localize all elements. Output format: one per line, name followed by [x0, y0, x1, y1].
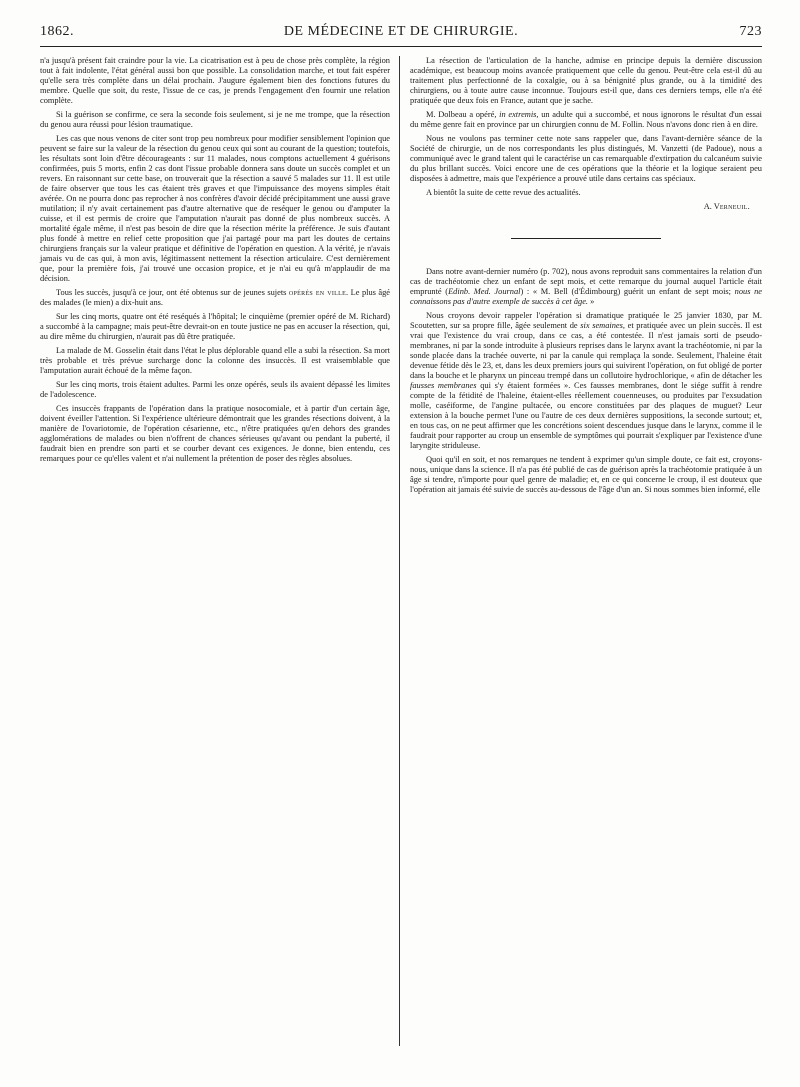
paragraph [410, 311, 762, 451]
header-rule [40, 46, 762, 47]
italic-text: in extremis [499, 110, 537, 119]
italic-text: nous ne connaissons pas d'autre exemple de succès à cet âge. [410, 287, 762, 306]
section-separator [511, 238, 661, 239]
italic-text: six semaines [580, 321, 623, 330]
author-signature [410, 202, 762, 212]
paragraph: A bientôt la suite de cette revue des actualités. [426, 188, 581, 197]
text-run: Nous croyons devoir rappeler l'opération si dramatique pratiquée le 25 janvier 1830, par M. Scoutetten, sur sa propre fille, âgée seulement de [410, 311, 762, 330]
paragraph: Les cas que nous venons de citer sont trop peu nombreux pour modifier sensiblement l'opinion que peuvent se faire sur la valeur de la résection du genou ceux qui sont au courant de la question; toutefois, les résultats sont loin d'être décourageants : sur 11 malades, nous comptons actuellement 4 guérisons confirmées, puis 5 morts, enfin 2 cas dont l'issue probable donnera sans doute un succès complet et un revers. En raisonnant sur cette base, on trouverait que la résection a sauvé 5 malades sur 11. Il est utile de faire observer que tous les cas étaient très graves et que l'impuissance des moyens simples était avérée. On ne pourra donc pas reprocher à nos confrères d'avoir décidé précipitamment une aussi grave mutilation; il n'y avait certainement pas d'autre alternative que de reséquer le genou ou d'amputer la cuisse, et il est permis de croire que l'amputation n'aurait pas donné de plus nombreux succès. A mortalité égale même, il n'est pas besoin de dire que la résection mérite la préférence. Je suis d'autant plus fondé à mettre en relief cette proposition que j'ai partagé pour ma part les doutes de certains chirurgiens français sur la valeur pratique et définitive de l'opération en question. A la vérité, je n'avais jamais vu de cas qui, à mon avis, légitimassent nettement la résection articulaire. C'est dernièrement que, pour la première fois, j'ai trouvé une occasion propice, et je n'ai eu qu'à m'applaudir de ma décision. [40, 134, 390, 283]
paragraph: n'a jusqu'à présent fait craindre pour la vie. La cicatrisation est à peu de chose près complète, la région tout à fait indolente, l'état général aussi bon que possible. La consolidation marche, et tout fait espérer qu'elle sera très complète dans un délai prochain. J'augure également bien des fonctions futures du membre. Quelle que soit, du reste, l'issue de ce cas, je prends l'engagement d'en fournir une relation complète. [40, 56, 390, 105]
text-run: » [588, 297, 595, 306]
paragraph: Ces insuccès frappants de l'opération dans la pratique nosocomiale, et à partir d'un certain âge, doivent éveiller l'attention. Si l'expérience ultérieure démontrait que les grandes résections doivent, à la manière de l'ovariotomie, de l'opération césarienne, etc., n'être pratiquées qu'en dehors des grandes agglomérations de malades ou bien n'offrent de chances sérieuses qu'avant ou pendant la puberté, il faudrait bien en prendre son parti et se courber devant ces exigences. Je donne, bien entendu, ces remarques pour ce qu'elles valent et n'ai nullement la prétention de poser des règles absolues. [40, 404, 390, 463]
small-caps-text: opérés en ville [288, 288, 347, 297]
paragraph [410, 110, 762, 130]
right-column [410, 56, 762, 1087]
text-run: Dans notre avant-dernier numéro (p. 702), nous avons reproduit sans commentaires la relation d'un cas de trachéotomie chez un enfant de sept mois, et cette remarque du journal auquel l'article était emprunté ( [410, 267, 762, 296]
page-number: 723 [739, 24, 762, 39]
paragraph [40, 288, 390, 308]
running-title: DE MÉDECINE ET DE CHIRURGIE. [283, 24, 519, 39]
text-run: M. Dolbeau a opéré, [426, 110, 500, 119]
paragraph: Quoi qu'il en soit, et nos remarques ne tendent à exprimer qu'un simple doute, ce fait est, croyons-nous, unique dans la science. Il n'a pas été publié de cas de guérison après la trachéotomie pratiquée à un âge si tendre, n'importe pour quel genre de maladie; et, en ce qui concerne le croup, il est douteux que l'opération ait jamais été suivie de succès au-dessous de l'âge d'un an. Si nous sommes bien informé, elle [410, 455, 762, 494]
signature-initial: A. V [703, 202, 720, 211]
header-year: 1862. [40, 24, 74, 39]
column-divider [399, 56, 400, 1046]
paragraph: Sur les cinq morts, trois étaient adultes. Parmi les onze opérés, seuls ils avaient dépassé les limites de l'adolescence. [40, 380, 390, 399]
paragraph: Sur les cinq morts, quatre ont été reséqués à l'hôpital; le cinquième (premier opéré de M. Richard) a succombé à la campagne; mais peut-être devrait-on en toute justice ne pas en accuser la résection, qui, au dire même du chirurgien, n'aurait pas dû être pratiquée. [40, 312, 390, 341]
text-run: , un adulte qui a succombé, et nous ignorons le résultat d'un essai du même genre fait en province par un chirurgien connu de M. Follin. Nous n'avons donc rien à en dire. [410, 110, 762, 129]
paragraph: La résection de l'articulation de la hanche, admise en principe depuis la dernière discussion académique, est beaucoup moins avancée pratiquement que celle du genou. Peut-être cela est-il dû au traitement plus perfectionné de la coxalgie, ou à sa bénignité plus grande, ou à la timidité des chirurgiens, ou à toute autre cause inconnue. Toujours est-il que, dans ces derniers temps, elle n'a été pratiquée que deux fois en France, autant que je sache. [410, 56, 762, 105]
paragraph: Si la guérison se confirme, ce sera la seconde fois seulement, si je ne me trompe, que la résection du genou aura réussi pour lésion traumatique. [40, 110, 390, 129]
paragraph [410, 267, 762, 307]
page-header [40, 24, 762, 46]
text-run: , et pratiquée avec un plein succès. Il est vrai que l'existence du vrai croup, dans ce cas, a été contestée. Il n'est jamais sorti de pseudo-membranes, ni par la sonde introduite à plusieurs reprises dans le larynx avant la trachéotomie, ni par la sonde placée dans la trachée ouverte, ni par la canule qui remplaça la sonde. Seulement, l'haleine était devenue fétide dès le 23, et, dans les deux premiers jours qui suivirent l'opération, on fut obligé de porter dans la bouche et le pharynx un pinceau trempé dans un collutoire hydrochlorique, « afin de détacher les [410, 321, 762, 380]
italic-text: Edinb. Med. Journal [448, 287, 521, 296]
text-run: Tous les succès, jusqu'à ce jour, ont été obtenus sur de jeunes sujets [56, 288, 289, 297]
left-column [40, 56, 390, 1087]
text-run: . Le plus âgé des malades (le mien) a dix-huit ans. [40, 288, 391, 307]
signature-surname: erneuil. [719, 202, 750, 211]
text-run: ) : « M. Bell (d'Édimbourg) guérit un enfant de sept mois; [520, 287, 735, 296]
paragraph: Nous ne voulons pas terminer cette note sans rappeler que, dans l'avant-dernière séance de la Société de chirurgie, un de nos correspondants les plus distingués, M. Vanzetti (de Padoue), nous a communiqué avec le grand talent qui le caractérise un cas remarquable d'extirpation du calcanéum suivie du plus brillant succès. Voici encore une de ces opérations que la théorie et la logique seraient peu disposées à admettre, mais que l'expérience a prouvé utile dans certains cas spéciaux. [410, 134, 762, 183]
text-run: qui s'y étaient formées ». Ces fausses membranes, dont le siége suffit à rendre compte de la fétidité de l'haleine, étaient-elles réellement couenneuses, ou produites par l'exsudation molle, caséiforme, de l'angine pultacée, ou encore constituées par des plaques de muguet? Leur extension à la bouche permet l'une ou l'autre de ces deux dernières suppositions, la seconde surtout; et, en tous cas, on ne peut affirmer que les concrétions soient descendues jusque dans le larynx, comme il le faudrait pour rapporter au croup un ensemble de symptômes qui pourrait s'expliquer par l'existence d'une laryngite striduleuse. [410, 381, 763, 450]
paragraph: La malade de M. Gosselin était dans l'état le plus déplorable quand elle a subi la résection. Sa mort très probable et très prévue surcharge donc la colonne des insuccès. Il est vraisemblable que l'amputation aurait échoué de la même façon. [40, 346, 390, 375]
italic-text: fausses membranes [410, 381, 477, 390]
